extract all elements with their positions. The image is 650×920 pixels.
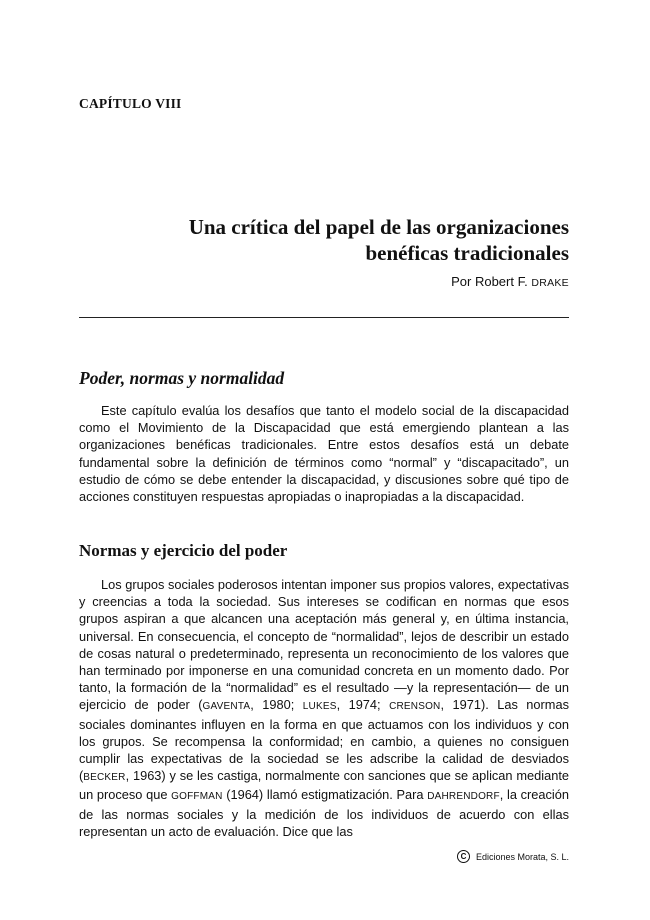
paragraph-2-text-e: , 1963) y se les castiga, normalmente con sanciones que se aplican mediante un proceso que [79, 768, 569, 803]
paragraph-2 [79, 576, 569, 840]
paragraph-2-text-a: Los grupos sociales poderosos intentan imponer sus propios valores, expectativas y creencias a toda la sociedad. Sus intereses se codifican en normas que esos grupos aspiran a que alcancen una aceptación más general y, en última instancia, universal. En consecuencia, el concepto de “normalidad”, lejos de describir un estado de cosas natural o predeterminado, representa un reconocimiento de los valores que han terminado por imponerse en una comunidad concreta en un momento dado. Por tanto, la formación de la “normalidad” es el resultado —y la representación— de un ejercicio de poder ( [79, 577, 569, 713]
citation-becker: BECKER [83, 772, 126, 784]
section-heading-1: Poder, normas y normalidad [79, 368, 285, 388]
paragraph-1: Este capítulo evalúa los desafíos que tanto el modelo social de la discapacidad como el Movimiento de la Discapacidad que está emergiendo plantean a las organizaciones benéficas tradicionales. Entre estos desafíos está un debate fundamental sobre la definición de términos como “normal” y “discapacitado”, un estudio de cómo se debe entender la discapacidad, y discusiones sobre qué tipo de acciones constituyen respuestas apropiadas o inapropiadas a la discapacidad. [79, 403, 569, 505]
chapter-title-line-1: Una crítica del papel de las organizaciones [188, 215, 569, 239]
paragraph-2-text-g: , la creación de las normas sociales y la medición de los individuos de acuerdo con ellas representan un acto de evaluación. Dice que las [79, 787, 569, 839]
chapter-title [89, 214, 569, 266]
citation-dahrendorf: DAHRENDORF [427, 791, 500, 803]
author-byline [451, 274, 569, 289]
citation-gaventa: GAVENTA [202, 701, 251, 713]
section-heading-2: Normas y ejercicio del poder [79, 541, 288, 560]
title-divider [79, 317, 569, 318]
author-prefix: Por Robert F. [451, 274, 532, 289]
paragraph-2-text-d: , 1971). Las normas sociales dominantes influyen en la forma en que actuamos con los individuos y con los grupos. Se recompensa la conformidad; en cambio, a quienes no consiguen cumplir las expectativas de la sociedad se les adscribe la calidad de desviados ( [79, 697, 569, 784]
paragraph-2-text-f: (1964) llamó estigmatización. Para [222, 787, 428, 803]
copyright-icon: C [457, 850, 470, 863]
author-surname: DRAKE [531, 277, 569, 289]
citation-lukes: LUKES [302, 701, 337, 713]
citation-crenson: CRENSON [389, 701, 441, 713]
page-footer [457, 850, 569, 863]
chapter-label: CAPÍTULO VIII [79, 96, 182, 111]
paragraph-2-text-b: , 1980; [250, 697, 303, 713]
publisher-name: Ediciones Morata, S. L. [475, 851, 569, 862]
paragraph-2-text-c: , 1974; [336, 697, 390, 713]
citation-goffman: GOFFMAN [171, 791, 223, 803]
chapter-title-line-2: benéficas tradicionales [365, 241, 569, 265]
